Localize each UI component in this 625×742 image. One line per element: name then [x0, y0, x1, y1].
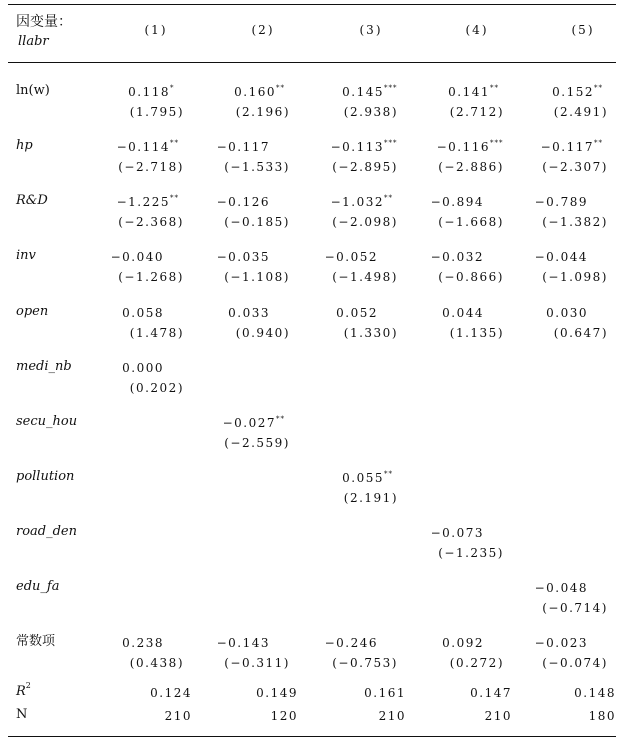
- t-statistic: (−1.235): [438, 546, 504, 560]
- table-cell: [408, 523, 508, 563]
- dependent-variable-name: llabr: [18, 34, 49, 49]
- stats-value: 0.149: [256, 686, 298, 700]
- table-cell: [302, 82, 402, 122]
- table-cell: [408, 192, 508, 232]
- table-cell: [194, 247, 294, 287]
- coefficient-value: −0.040: [110, 250, 164, 264]
- coefficient-value: −0.044: [534, 250, 588, 264]
- coefficient-value: 0.033: [228, 306, 270, 320]
- table-cell: [88, 358, 188, 398]
- t-statistic: (−1.382): [542, 215, 608, 229]
- coefficient: [512, 578, 612, 598]
- table-cell: [302, 303, 402, 343]
- coefficient: [408, 523, 508, 543]
- table-cell: [194, 303, 294, 343]
- header-row: [8, 12, 616, 56]
- table-cell: [194, 82, 294, 122]
- t-statistic: (−0.185): [224, 215, 290, 229]
- coefficient-value: 0.160: [234, 85, 276, 99]
- t-statistic: (−0.714): [542, 601, 608, 615]
- table-cell: [512, 578, 612, 618]
- coefficient: [194, 633, 294, 653]
- coefficient-value: −0.027: [222, 416, 276, 430]
- table-cell: [512, 303, 612, 343]
- t-statistic: (−2.307): [542, 160, 608, 174]
- table-cell: [88, 82, 188, 122]
- t-statistic: (0.272): [449, 656, 504, 670]
- stats-label-superscript: 2: [25, 681, 31, 690]
- coefficient-value: −0.143: [216, 636, 270, 650]
- coefficient: [88, 633, 188, 653]
- coefficient: [194, 303, 294, 323]
- table-cell: [512, 82, 612, 122]
- coefficient: [302, 633, 402, 653]
- coefficient: 0.160**: [234, 84, 285, 99]
- coefficient-value: −0.114: [116, 140, 170, 154]
- table-cell: [88, 137, 188, 177]
- t-statistic: (1.330): [343, 326, 398, 340]
- coefficient-value: 0.052: [336, 306, 378, 320]
- coefficient: [408, 633, 508, 653]
- coefficient-value: −0.035: [216, 250, 270, 264]
- coefficient-value: −1.032: [330, 195, 384, 209]
- t-statistic: (−2.559): [224, 436, 290, 450]
- coefficient-value: −0.246: [324, 636, 378, 650]
- coefficient-value: −0.032: [430, 250, 484, 264]
- coefficient: 0.118*: [128, 84, 175, 99]
- coefficient: −0.116***: [436, 139, 504, 154]
- t-statistic: (1.135): [449, 326, 504, 340]
- table-cell: [408, 633, 508, 673]
- t-statistic: (−2.718): [118, 160, 184, 174]
- coefficient: [88, 358, 188, 378]
- coefficient-value: −0.117: [540, 140, 594, 154]
- coefficient: 0.145***: [342, 84, 398, 99]
- table-cell: [512, 633, 612, 673]
- t-statistic: (−1.268): [118, 270, 184, 284]
- coefficient: 0.141**: [448, 84, 499, 99]
- coefficient: [408, 192, 508, 212]
- t-statistic: (−2.368): [118, 215, 184, 229]
- coefficient: [408, 303, 508, 323]
- coefficient-value: −0.116: [436, 140, 490, 154]
- t-statistic: (0.940): [235, 326, 290, 340]
- table-cell: [408, 303, 508, 343]
- table-cell: [408, 82, 508, 122]
- stats-label-text: R: [16, 684, 26, 699]
- coefficient: [408, 247, 508, 267]
- t-statistic: (−1.098): [542, 270, 608, 284]
- coefficient: [302, 247, 402, 267]
- coefficient: [194, 137, 294, 157]
- stats-value: 0.148: [574, 686, 616, 700]
- coefficient-value: 0.238: [122, 636, 164, 650]
- table-cell: [512, 192, 612, 232]
- coefficient: [512, 633, 612, 653]
- column-header: (4): [465, 23, 489, 37]
- coefficient-value: −0.073: [430, 526, 484, 540]
- t-statistic: (−0.311): [224, 656, 290, 670]
- t-statistic: (−1.533): [224, 160, 290, 174]
- coefficient: [512, 192, 612, 212]
- coefficient-value: −1.225: [116, 195, 170, 209]
- dependent-variable-caption: 因变量：: [16, 14, 72, 30]
- table-cell: [302, 468, 402, 508]
- coefficient: 0.152**: [552, 84, 603, 99]
- coefficient-value: −0.113: [330, 140, 384, 154]
- column-header: (1): [144, 23, 168, 37]
- dependent-variable-label: [16, 12, 106, 52]
- coefficient: [194, 192, 294, 212]
- t-statistic: (2.938): [343, 105, 398, 119]
- table-cell: [302, 633, 402, 673]
- table-cell: [194, 192, 294, 232]
- t-statistic: (−1.498): [332, 270, 398, 284]
- t-statistic: (2.191): [343, 491, 398, 505]
- table-cell: [408, 247, 508, 287]
- t-statistic: (−2.886): [438, 160, 504, 174]
- coefficient: −0.114**: [116, 139, 179, 154]
- coefficient-value: −0.117: [216, 140, 270, 154]
- stats-value: 120: [270, 709, 298, 723]
- table-cell: [512, 137, 612, 177]
- coefficient-value: 0.000: [122, 361, 164, 375]
- coefficient: −1.225**: [116, 194, 179, 209]
- coefficient-value: 0.044: [442, 306, 484, 320]
- t-statistic: (1.795): [129, 105, 184, 119]
- coefficient-value: −0.023: [534, 636, 588, 650]
- coefficient-value: 0.030: [546, 306, 588, 320]
- coefficient: −1.032**: [330, 194, 393, 209]
- coefficient-value: 0.141: [448, 85, 490, 99]
- coefficient: [194, 247, 294, 267]
- t-statistic: (−1.668): [438, 215, 504, 229]
- stats-value: 0.124: [150, 686, 192, 700]
- bottom-rule: [8, 736, 616, 737]
- coefficient-value: −0.126: [216, 195, 270, 209]
- table-cell: [194, 413, 294, 453]
- t-statistic: (0.202): [129, 381, 184, 395]
- coefficient: −0.113***: [330, 139, 398, 154]
- row-label: hp: [16, 138, 33, 153]
- row-label: ln(w): [16, 83, 50, 98]
- t-statistic: (2.196): [235, 105, 290, 119]
- table-cell: [302, 247, 402, 287]
- coefficient-value: 0.092: [442, 636, 484, 650]
- regression-table: [8, 0, 616, 742]
- table-cell: [88, 247, 188, 287]
- row-label: R&D: [16, 193, 48, 208]
- table-cell: [88, 633, 188, 673]
- table-cell: [408, 137, 508, 177]
- coefficient: 0.055**: [342, 470, 393, 485]
- table-cell: [88, 303, 188, 343]
- t-statistic: (2.491): [553, 105, 608, 119]
- top-rule: [8, 4, 616, 5]
- row-label: 常数项: [16, 634, 56, 649]
- coefficient-value: −0.052: [324, 250, 378, 264]
- coefficient-value: 0.058: [122, 306, 164, 320]
- coefficient-value: −0.789: [534, 195, 588, 209]
- coefficient: [512, 303, 612, 323]
- stats-value: 210: [378, 709, 406, 723]
- table-cell: [88, 192, 188, 232]
- table-cell: [302, 192, 402, 232]
- t-statistic: (2.712): [449, 105, 504, 119]
- row-label: edu_fa: [16, 579, 60, 594]
- t-statistic: (−2.098): [332, 215, 398, 229]
- coefficient: −0.027**: [222, 415, 285, 430]
- column-header: (3): [359, 23, 383, 37]
- column-header: (5): [571, 23, 595, 37]
- stats-label: [16, 683, 31, 701]
- t-statistic: (1.478): [129, 326, 184, 340]
- coefficient: −0.117**: [540, 139, 603, 154]
- coefficient: [302, 303, 402, 323]
- stats-value: 210: [484, 709, 512, 723]
- coefficient-value: −0.048: [534, 581, 588, 595]
- coefficient: [512, 247, 612, 267]
- t-statistic: (0.647): [553, 326, 608, 340]
- row-label: pollution: [16, 469, 75, 484]
- stats-value: 0.147: [470, 686, 512, 700]
- row-label: secu_hou: [16, 414, 78, 429]
- table-cell: [512, 247, 612, 287]
- row-label: open: [16, 304, 49, 319]
- coefficient-value: 0.152: [552, 85, 594, 99]
- coefficient-value: 0.055: [342, 471, 384, 485]
- stats-value: 180: [588, 709, 616, 723]
- t-statistic: (−2.895): [332, 160, 398, 174]
- header-rule: [8, 62, 616, 63]
- t-statistic: (0.438): [129, 656, 184, 670]
- row-label: road_den: [16, 524, 78, 539]
- table-cell: [302, 137, 402, 177]
- stats-label-text: N: [16, 707, 28, 722]
- row-label: inv: [16, 248, 36, 263]
- stats-value: 0.161: [364, 686, 406, 700]
- coefficient: [88, 303, 188, 323]
- t-statistic: (−0.866): [438, 270, 504, 284]
- t-statistic: (−0.074): [542, 656, 608, 670]
- coefficient-value: 0.145: [342, 85, 384, 99]
- row-label: medi_nb: [16, 359, 72, 374]
- table-cell: [194, 137, 294, 177]
- table-cell: [194, 633, 294, 673]
- t-statistic: (−0.753): [332, 656, 398, 670]
- column-header: (2): [251, 23, 275, 37]
- t-statistic: (−1.108): [224, 270, 290, 284]
- stats-value: 210: [164, 709, 192, 723]
- coefficient-value: 0.118: [128, 85, 170, 99]
- coefficient: [88, 247, 188, 267]
- coefficient-value: −0.894: [430, 195, 484, 209]
- stats-label: [16, 706, 27, 724]
